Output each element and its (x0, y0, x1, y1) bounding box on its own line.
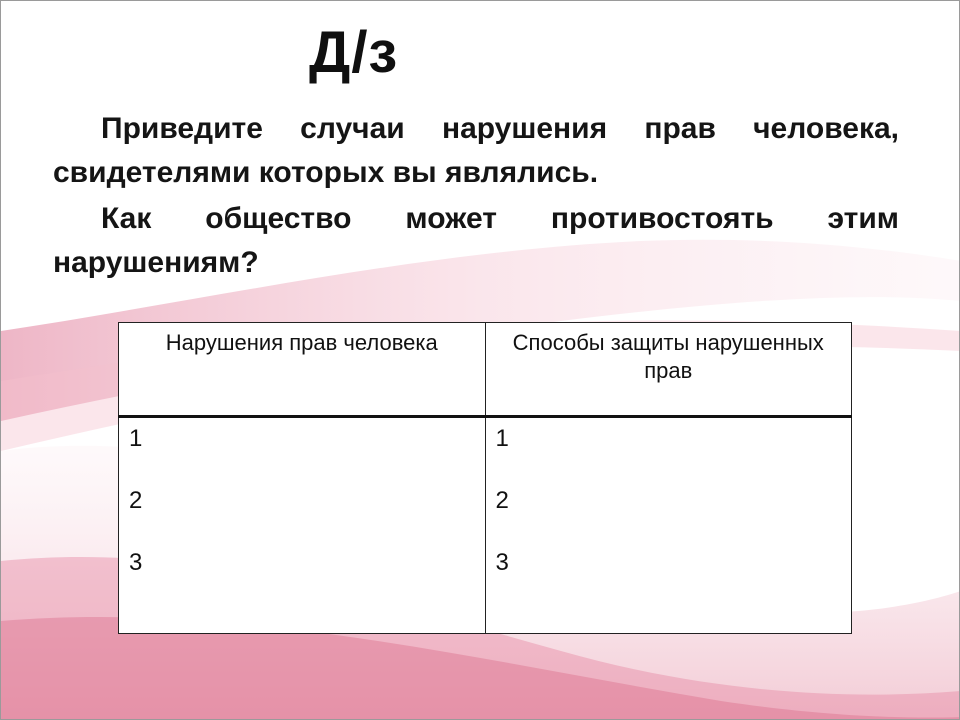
list-item-number: 1 (495, 425, 509, 452)
table-header-row (119, 323, 852, 417)
list-item-number: 1 (129, 425, 143, 452)
protection-methods-cell (485, 417, 852, 634)
list-item-number: 3 (129, 549, 143, 576)
table-row (119, 417, 852, 634)
header-protection-methods: Способы защиты нарушенных прав (485, 323, 852, 417)
header-violations: Нарушения прав человека (119, 323, 486, 417)
homework-table (118, 322, 852, 634)
question-paragraph-1: Приведите случаи нарушения прав человека, свидетелями которых вы являлись. (53, 112, 899, 189)
list-item-number: 3 (495, 549, 509, 576)
question-paragraph-2: Как общество может противостоять этим нарушениям? (53, 202, 899, 279)
list-item-number: 2 (129, 487, 143, 514)
list-item-number: 2 (495, 487, 509, 514)
slide-title: Д/з (309, 20, 399, 85)
violations-cell (119, 417, 486, 634)
